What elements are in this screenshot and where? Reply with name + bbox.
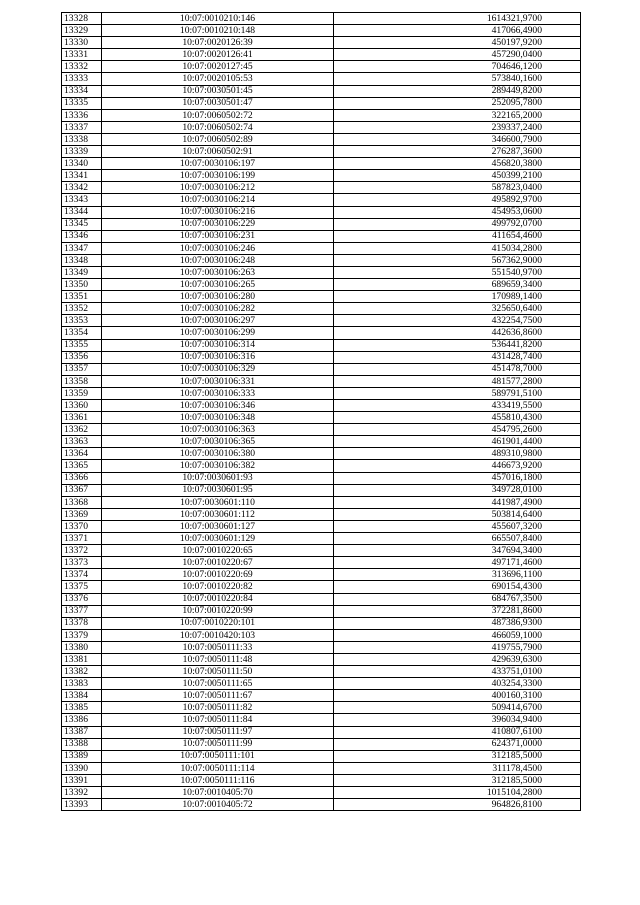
cadastral-number-cell: 10:07:0060502:89 <box>102 133 334 145</box>
row-number-cell: 13387 <box>62 726 102 738</box>
row-number-cell: 13357 <box>62 363 102 375</box>
table-row <box>62 182 581 194</box>
cadastral-number-cell: 10:07:0010405:72 <box>102 799 334 811</box>
row-number-cell: 13393 <box>62 799 102 811</box>
table-row <box>62 726 581 738</box>
cadastral-number-cell: 10:07:0030106:231 <box>102 230 334 242</box>
row-number-cell: 13376 <box>62 593 102 605</box>
row-number-cell: 13352 <box>62 303 102 315</box>
row-number-cell: 13349 <box>62 266 102 278</box>
value-cell: 457016,1800 <box>334 472 581 484</box>
value-cell: 276287,3600 <box>334 146 581 158</box>
table-row <box>62 738 581 750</box>
value-cell: 289449,8200 <box>334 85 581 97</box>
cadastral-number-cell: 10:07:0030501:47 <box>102 97 334 109</box>
table-row <box>62 242 581 254</box>
table-row <box>62 13 581 25</box>
value-cell: 684767,3500 <box>334 593 581 605</box>
value-cell: 312185,5000 <box>334 774 581 786</box>
table-row <box>62 146 581 158</box>
value-cell: 252095,7800 <box>334 97 581 109</box>
row-number-cell: 13392 <box>62 787 102 799</box>
row-number-cell: 13328 <box>62 13 102 25</box>
table-row <box>62 339 581 351</box>
table-row <box>62 629 581 641</box>
row-number-cell: 13346 <box>62 230 102 242</box>
row-number-cell: 13370 <box>62 520 102 532</box>
cadastral-number-cell: 10:07:0030106:197 <box>102 158 334 170</box>
row-number-cell: 13330 <box>62 37 102 49</box>
cadastral-number-cell: 10:07:0030501:45 <box>102 85 334 97</box>
table-row <box>62 569 581 581</box>
value-cell: 311178,4500 <box>334 762 581 774</box>
value-cell: 455810,4300 <box>334 412 581 424</box>
cadastral-number-cell: 10:07:0030106:212 <box>102 182 334 194</box>
value-cell: 410807,6100 <box>334 726 581 738</box>
cadastral-number-cell: 10:07:0020126:41 <box>102 49 334 61</box>
row-number-cell: 13374 <box>62 569 102 581</box>
value-cell: 503814,6400 <box>334 508 581 520</box>
table-row <box>62 496 581 508</box>
cadastral-number-cell: 10:07:0010220:67 <box>102 557 334 569</box>
value-cell: 347694,3400 <box>334 545 581 557</box>
row-number-cell: 13350 <box>62 279 102 291</box>
row-number-cell: 13377 <box>62 605 102 617</box>
cadastral-number-cell: 10:07:0030106:297 <box>102 315 334 327</box>
table-row <box>62 799 581 811</box>
row-number-cell: 13359 <box>62 387 102 399</box>
cadastral-number-cell: 10:07:0050111:101 <box>102 750 334 762</box>
row-number-cell: 13342 <box>62 182 102 194</box>
cadastral-number-cell: 10:07:0030106:348 <box>102 412 334 424</box>
row-number-cell: 13390 <box>62 762 102 774</box>
value-cell: 587823,0400 <box>334 182 581 194</box>
row-number-cell: 13362 <box>62 424 102 436</box>
row-number-cell: 13386 <box>62 714 102 726</box>
value-cell: 446673,9200 <box>334 460 581 472</box>
table-row <box>62 37 581 49</box>
table-row <box>62 533 581 545</box>
row-number-cell: 13380 <box>62 641 102 653</box>
table-row <box>62 61 581 73</box>
table-row <box>62 750 581 762</box>
cadastral-number-cell: 10:07:0030106:331 <box>102 375 334 387</box>
row-number-cell: 13383 <box>62 678 102 690</box>
value-cell: 489310,9800 <box>334 448 581 460</box>
cadastral-number-cell: 10:07:0030106:246 <box>102 242 334 254</box>
value-cell: 450399,2100 <box>334 170 581 182</box>
value-cell: 325650,6400 <box>334 303 581 315</box>
row-number-cell: 13336 <box>62 109 102 121</box>
cadastral-number-cell: 10:07:0050111:67 <box>102 690 334 702</box>
table-row <box>62 279 581 291</box>
cadastral-number-cell: 10:07:0030601:95 <box>102 484 334 496</box>
table-row <box>62 666 581 678</box>
value-cell: 665507,8400 <box>334 533 581 545</box>
row-number-cell: 13371 <box>62 533 102 545</box>
cadastral-number-cell: 10:07:0030106:214 <box>102 194 334 206</box>
value-cell: 433419,5500 <box>334 400 581 412</box>
row-number-cell: 13356 <box>62 351 102 363</box>
row-number-cell: 13351 <box>62 291 102 303</box>
value-cell: 431428,7400 <box>334 351 581 363</box>
table-row <box>62 472 581 484</box>
row-number-cell: 13363 <box>62 436 102 448</box>
table-row <box>62 424 581 436</box>
cadastral-number-cell: 10:07:0060502:72 <box>102 109 334 121</box>
cadastral-number-cell: 10:07:0050111:84 <box>102 714 334 726</box>
row-number-cell: 13353 <box>62 315 102 327</box>
table-row <box>62 508 581 520</box>
value-cell: 442636,8600 <box>334 327 581 339</box>
row-number-cell: 13331 <box>62 49 102 61</box>
row-number-cell: 13358 <box>62 375 102 387</box>
row-number-cell: 13343 <box>62 194 102 206</box>
cadastral-number-cell: 10:07:0030106:314 <box>102 339 334 351</box>
table-row <box>62 774 581 786</box>
cadastral-number-cell: 10:07:0030601:93 <box>102 472 334 484</box>
cadastral-number-cell: 10:07:0010220:65 <box>102 545 334 557</box>
cadastral-number-cell: 10:07:0030106:216 <box>102 206 334 218</box>
cadastral-number-cell: 10:07:0050111:82 <box>102 702 334 714</box>
row-number-cell: 13368 <box>62 496 102 508</box>
table-row <box>62 351 581 363</box>
value-cell: 1614321,9700 <box>334 13 581 25</box>
table-row <box>62 133 581 145</box>
row-number-cell: 13337 <box>62 121 102 133</box>
table-row <box>62 581 581 593</box>
cadastral-number-cell: 10:07:0050111:48 <box>102 653 334 665</box>
cadastral-number-cell: 10:07:0030106:199 <box>102 170 334 182</box>
row-number-cell: 13381 <box>62 653 102 665</box>
row-number-cell: 13344 <box>62 206 102 218</box>
value-cell: 313696,1100 <box>334 569 581 581</box>
cadastral-number-cell: 10:07:0030106:299 <box>102 327 334 339</box>
cadastral-number-cell: 10:07:0030601:110 <box>102 496 334 508</box>
table-row <box>62 678 581 690</box>
table-row <box>62 714 581 726</box>
value-cell: 441987,4900 <box>334 496 581 508</box>
row-number-cell: 13388 <box>62 738 102 750</box>
row-number-cell: 13338 <box>62 133 102 145</box>
table-row <box>62 158 581 170</box>
cadastral-number-cell: 10:07:0030601:129 <box>102 533 334 545</box>
row-number-cell: 13364 <box>62 448 102 460</box>
cadastral-number-cell: 10:07:0030106:329 <box>102 363 334 375</box>
table-row <box>62 109 581 121</box>
row-number-cell: 13333 <box>62 73 102 85</box>
cadastral-number-cell: 10:07:0030106:382 <box>102 460 334 472</box>
table-body <box>62 13 581 811</box>
table-row <box>62 484 581 496</box>
row-number-cell: 13365 <box>62 460 102 472</box>
cadastral-number-cell: 10:07:0010420:103 <box>102 629 334 641</box>
table-row <box>62 762 581 774</box>
value-cell: 346600,7900 <box>334 133 581 145</box>
table-row <box>62 557 581 569</box>
row-number-cell: 13354 <box>62 327 102 339</box>
table-row <box>62 25 581 37</box>
value-cell: 964826,8100 <box>334 799 581 811</box>
row-number-cell: 13329 <box>62 25 102 37</box>
table-row <box>62 254 581 266</box>
row-number-cell: 13334 <box>62 85 102 97</box>
value-cell: 704646,1200 <box>334 61 581 73</box>
value-cell: 456820,3800 <box>334 158 581 170</box>
row-number-cell: 13348 <box>62 254 102 266</box>
cadastral-number-cell: 10:07:0050111:114 <box>102 762 334 774</box>
row-number-cell: 13361 <box>62 412 102 424</box>
value-cell: 170989,1400 <box>334 291 581 303</box>
table-row <box>62 617 581 629</box>
value-cell: 466059,1000 <box>334 629 581 641</box>
row-number-cell: 13379 <box>62 629 102 641</box>
table-row <box>62 85 581 97</box>
value-cell: 689659,3400 <box>334 279 581 291</box>
cadastral-number-cell: 10:07:0010220:69 <box>102 569 334 581</box>
cadastral-number-cell: 10:07:0050111:99 <box>102 738 334 750</box>
table-row <box>62 194 581 206</box>
table-row <box>62 121 581 133</box>
table-row <box>62 520 581 532</box>
cadastral-number-cell: 10:07:0010210:146 <box>102 13 334 25</box>
value-cell: 417066,4900 <box>334 25 581 37</box>
row-number-cell: 13373 <box>62 557 102 569</box>
table-row <box>62 545 581 557</box>
value-cell: 411654,4600 <box>334 230 581 242</box>
value-cell: 403254,3300 <box>334 678 581 690</box>
value-cell: 372281,8600 <box>334 605 581 617</box>
row-number-cell: 13369 <box>62 508 102 520</box>
value-cell: 624371,0000 <box>334 738 581 750</box>
cadastral-number-cell: 10:07:0030106:333 <box>102 387 334 399</box>
cadastral-number-cell: 10:07:0020127:45 <box>102 61 334 73</box>
value-cell: 432254,7500 <box>334 315 581 327</box>
row-number-cell: 13375 <box>62 581 102 593</box>
value-cell: 419755,7900 <box>334 641 581 653</box>
value-cell: 454953,0600 <box>334 206 581 218</box>
table-row <box>62 653 581 665</box>
row-number-cell: 13347 <box>62 242 102 254</box>
table-row <box>62 448 581 460</box>
value-cell: 239337,2400 <box>334 121 581 133</box>
table-row <box>62 327 581 339</box>
cadastral-number-cell: 10:07:0030106:365 <box>102 436 334 448</box>
cadastral-number-cell: 10:07:0030106:248 <box>102 254 334 266</box>
value-cell: 1015104,2800 <box>334 787 581 799</box>
cadastral-number-cell: 10:07:0050111:97 <box>102 726 334 738</box>
cadastral-number-cell: 10:07:0030106:263 <box>102 266 334 278</box>
value-cell: 312185,5000 <box>334 750 581 762</box>
table-row <box>62 315 581 327</box>
cadastral-value-table <box>61 12 581 811</box>
table-row <box>62 605 581 617</box>
value-cell: 551540,9700 <box>334 266 581 278</box>
value-cell: 567362,9000 <box>334 254 581 266</box>
table-row <box>62 73 581 85</box>
row-number-cell: 13341 <box>62 170 102 182</box>
cadastral-number-cell: 10:07:0050111:116 <box>102 774 334 786</box>
table-row <box>62 375 581 387</box>
row-number-cell: 13391 <box>62 774 102 786</box>
row-number-cell: 13384 <box>62 690 102 702</box>
cadastral-number-cell: 10:07:0030601:112 <box>102 508 334 520</box>
row-number-cell: 13339 <box>62 146 102 158</box>
row-number-cell: 13385 <box>62 702 102 714</box>
value-cell: 415034,2800 <box>334 242 581 254</box>
cadastral-number-cell: 10:07:0020105:53 <box>102 73 334 85</box>
cadastral-number-cell: 10:07:0030106:265 <box>102 279 334 291</box>
value-cell: 451478,7000 <box>334 363 581 375</box>
table-row <box>62 206 581 218</box>
value-cell: 495892,9700 <box>334 194 581 206</box>
cadastral-number-cell: 10:07:0030106:280 <box>102 291 334 303</box>
table-row <box>62 436 581 448</box>
table-row <box>62 218 581 230</box>
table-row <box>62 363 581 375</box>
value-cell: 573840,1600 <box>334 73 581 85</box>
value-cell: 461901,4400 <box>334 436 581 448</box>
table-row <box>62 787 581 799</box>
value-cell: 690154,4300 <box>334 581 581 593</box>
row-number-cell: 13367 <box>62 484 102 496</box>
value-cell: 497171,4600 <box>334 557 581 569</box>
cadastral-number-cell: 10:07:0010210:148 <box>102 25 334 37</box>
table-row <box>62 291 581 303</box>
row-number-cell: 13345 <box>62 218 102 230</box>
row-number-cell: 13366 <box>62 472 102 484</box>
value-cell: 457290,0400 <box>334 49 581 61</box>
cadastral-number-cell: 10:07:0030106:380 <box>102 448 334 460</box>
table-row <box>62 690 581 702</box>
value-cell: 454795,2600 <box>334 424 581 436</box>
cadastral-number-cell: 10:07:0010220:82 <box>102 581 334 593</box>
value-cell: 429639,6300 <box>334 653 581 665</box>
cadastral-number-cell: 10:07:0020126:39 <box>102 37 334 49</box>
row-number-cell: 13360 <box>62 400 102 412</box>
table-row <box>62 49 581 61</box>
table-row <box>62 641 581 653</box>
value-cell: 396034,9400 <box>334 714 581 726</box>
table-row <box>62 266 581 278</box>
table-row <box>62 170 581 182</box>
table-row <box>62 230 581 242</box>
value-cell: 487386,9300 <box>334 617 581 629</box>
cadastral-number-cell: 10:07:0060502:91 <box>102 146 334 158</box>
cadastral-number-cell: 10:07:0010220:101 <box>102 617 334 629</box>
row-number-cell: 13389 <box>62 750 102 762</box>
cadastral-number-cell: 10:07:0030601:127 <box>102 520 334 532</box>
table-row <box>62 303 581 315</box>
cadastral-number-cell: 10:07:0030106:363 <box>102 424 334 436</box>
row-number-cell: 13378 <box>62 617 102 629</box>
row-number-cell: 13335 <box>62 97 102 109</box>
row-number-cell: 13340 <box>62 158 102 170</box>
value-cell: 450197,9200 <box>334 37 581 49</box>
cadastral-number-cell: 10:07:0010405:70 <box>102 787 334 799</box>
row-number-cell: 13332 <box>62 61 102 73</box>
value-cell: 433751,0100 <box>334 666 581 678</box>
row-number-cell: 13382 <box>62 666 102 678</box>
value-cell: 400160,3100 <box>334 690 581 702</box>
cadastral-number-cell: 10:07:0050111:65 <box>102 678 334 690</box>
table-row <box>62 702 581 714</box>
row-number-cell: 13355 <box>62 339 102 351</box>
value-cell: 509414,6700 <box>334 702 581 714</box>
cadastral-number-cell: 10:07:0030106:316 <box>102 351 334 363</box>
table-row <box>62 387 581 399</box>
cadastral-number-cell: 10:07:0050111:50 <box>102 666 334 678</box>
value-cell: 455607,3200 <box>334 520 581 532</box>
table-row <box>62 412 581 424</box>
value-cell: 322165,2000 <box>334 109 581 121</box>
table-row <box>62 593 581 605</box>
row-number-cell: 13372 <box>62 545 102 557</box>
value-cell: 481577,2800 <box>334 375 581 387</box>
cadastral-number-cell: 10:07:0030106:282 <box>102 303 334 315</box>
cadastral-number-cell: 10:07:0050111:33 <box>102 641 334 653</box>
cadastral-number-cell: 10:07:0030106:229 <box>102 218 334 230</box>
table-row <box>62 460 581 472</box>
cadastral-number-cell: 10:07:0030106:346 <box>102 400 334 412</box>
value-cell: 499792,0700 <box>334 218 581 230</box>
value-cell: 589791,5100 <box>334 387 581 399</box>
value-cell: 349728,0100 <box>334 484 581 496</box>
table-row <box>62 400 581 412</box>
cadastral-number-cell: 10:07:0060502:74 <box>102 121 334 133</box>
cadastral-number-cell: 10:07:0010220:99 <box>102 605 334 617</box>
value-cell: 536441,8200 <box>334 339 581 351</box>
table-row <box>62 97 581 109</box>
cadastral-number-cell: 10:07:0010220:84 <box>102 593 334 605</box>
